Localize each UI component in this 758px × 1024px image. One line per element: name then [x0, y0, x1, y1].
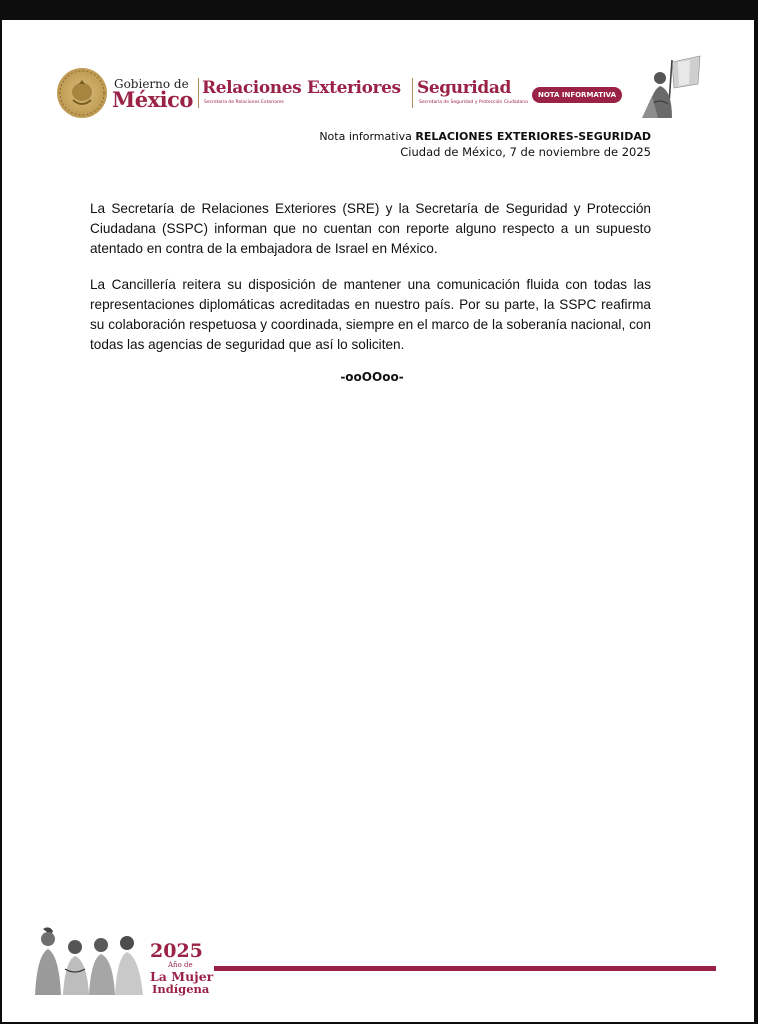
document-page — [2, 20, 754, 1022]
letterhead — [2, 20, 754, 120]
doc-kind-prefix: Nota informativa — [319, 130, 412, 143]
paragraph-1: La Secretaría de Relaciones Exteriores (SRE) y la Secretaría de Seguridad y Protección Ciudadana (SSPC) informan que no cuentan con reporte alguno respecto a un supuesto atentado en contra de la embajadora de Israel en México. — [90, 201, 651, 256]
doc-kind-title: RELACIONES EXTERIORES-SEGURIDAD — [415, 130, 651, 143]
year-theme-line1: La Mujer — [150, 969, 214, 984]
seguridad-subtitle: Secretaría de Seguridad y Protección Ciudadana — [419, 100, 528, 105]
seguridad-wordmark: Seguridad — [417, 78, 511, 98]
gobierno-label: Gobierno de — [114, 77, 189, 91]
divider — [198, 78, 199, 108]
national-seal-icon — [57, 68, 107, 118]
year-theme-line2: Indígena — [152, 982, 210, 996]
indigenous-women-illustration-icon — [29, 925, 147, 995]
sre-wordmark: Relaciones Exteriores — [202, 78, 401, 98]
closing-mark: -ooOOoo- — [340, 370, 404, 384]
footer-rule — [214, 966, 716, 971]
mexico-wordmark: México — [112, 87, 193, 112]
sre-subtitle: Secretaría de Relaciones Exteriores — [204, 100, 284, 105]
place-date: Ciudad de México, 7 de noviembre de 2025 — [400, 145, 651, 159]
divider — [412, 78, 413, 108]
nota-informativa-badge: NOTA INFORMATIVA — [532, 87, 622, 103]
year-sublabel: Año de — [168, 961, 193, 969]
paragraph-2: La Cancillería reitera su disposición de mantener una comunicación fluida con todas las representaciones diplomáticas acreditadas en nuestro país. Por su parte, la SSPC reafirma su colaboración respetuosa y coordinada, siempre en el marco de la soberanía nacional, con todas las agencias de seguridad que así lo soliciten. — [90, 277, 651, 352]
year-label: 2025 — [150, 940, 203, 962]
heroine-flag-illustration-icon — [638, 54, 702, 120]
document-type — [319, 130, 651, 143]
